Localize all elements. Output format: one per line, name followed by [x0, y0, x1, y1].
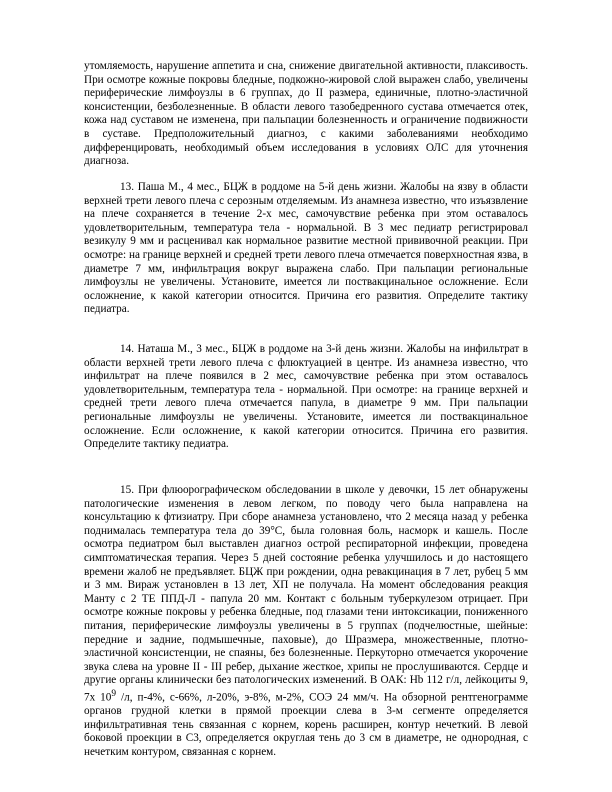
paragraph-case-14: 14. Наташа М., 3 мес., БЦЖ в роддоме на 3-й день жизни. Жалобы на инфильтрат в области верхней трети левого плеча с флюктуацией в центре. Из анамнеза известно, что инфильтрат на плече появился в 2 мес, самочувствие ребенка при этом оставалось удовлетворительным, температура тела - нормальной. При осмотре: на границе верхней и средней трети левого плеча отмечается папула, в диаметре 9 мм. При пальпации региональные лимфоузлы не увеличены. Установите, имеется ли поствакцинальное осложнение. Если осложнение, к какой категории относится. Причина его развития. Определите тактику педиатра. — [84, 343, 528, 451]
paragraph-case-15-text: 15. При флюорографическом обследовании в школе у девочки, 15 лет обнаружены патологические изменения в левом легком, по поводу чего была направлена на консультацию к фтизиатру. При сборе анамнеза установлено, что 2 месяца назад у ребенка поднималась температура тела до 39°С, была головная боль, насморк и кашель. После осмотра педиатром был выставлен диагноз острой респираторной инфекции, проведена симптоматическая терапия. Через 5 дней состояние ребенка улучшилось и до настоящего времени жалоб не предъявляет. БЦЖ при рождении, одна ревакцинация в 7 лет, рубец 5 мм и 3 мм. Вираж установлен в 13 лет, ХП не получала. На момент обследования реакция Манту с 2 ТЕ ППД-Л - папула 20 мм. Контакт с больным туберкулезом отрицает. При осмотре кожные покровы у ребенка бледные, под глазами тени интоксикации, пониженного питания, периферические лимфоузлы увеличены в 5 группах (подчелюстные, шейные: передние и задние, подмышечные, паховые), до Шразмера, множественные, плотно-эластичной консистенции, не спаяны, без болезненные. Перкуторно отмечается укорочение звука слева на уровне II - III ребер, дыхание жесткое, хрипы не прослушиваются. Сердце и другие органы клинически без патологических изменений. В ОАК: Нb 112 г/л, лейкоциты 9, 7х — [84, 484, 528, 704]
paragraph-case-13: 13. Паша М., 4 мес., БЦЖ в роддоме на 5-й день жизни. Жалобы на язву в области верхней трети левого плеча с серозным отделяемым. Из анамнеза известно, что изъязвление на плече сохраняется в течение 2-х мес, самочувствие ребенка при этом оставалось удовлетворительным, температура тела - нормальной. В 3 мес педиатр регистрировал везикулу 9 мм и расценивал как нормальное развитие местной прививочной реакции. При осмотре: на границе верхней и средней трети левого плеча отмечается поверхностная язва, в диаметре 7 мм, инфильтрация вокруг выражена слабо. При пальпации региональные лимфоузлы не увеличены. Установите, имеется ли поствакцинальное осложнение. Если осложнение, к какой категории относится. Причина его развития. Определите тактику педиатра. — [84, 181, 528, 316]
paragraph-case-15 — [84, 484, 528, 760]
paragraph-case-12-continuation: утомляемость, нарушение аппетита и сна, снижение двигательной активности, плаксивость. При осмотре кожные покровы бледные, подкожно-жировой слой выражен слабо, увеличены периферические лимфоузлы в 6 группах, до II размера, единичные, плотно-эластичной консистенции, безболезненные. В области левого тазобедренного сустава отмечается отек, кожа над суставом не изменена, при пальпации болезненность и ограничение подвижности в суставе. Предположительный диагноз, с какими заболеваниями необходимо дифференцировать, необходимый объем исследования в условиях ОЛС для уточнения диагноза. — [84, 60, 528, 168]
exponent-base: 10 — [100, 691, 112, 704]
paragraph-case-15-text-after: /л, п-4%, с-66%, л-20%, э-8%, м-2%, СОЭ 24 мм/ч. На обзорной рентгенограмме органов грудной клетки в прямой проекции слева в 3-м сегменте определяется инфильтративная тень связанная с корнем, корень расширен, контур нечеткий. В левой боковой проекции в С3, определяется округлая тень до 3 см в диаметре, не однородная, с нечетким контуром, связанная с корнем. — [84, 691, 528, 759]
exponent: 9 — [111, 688, 117, 699]
